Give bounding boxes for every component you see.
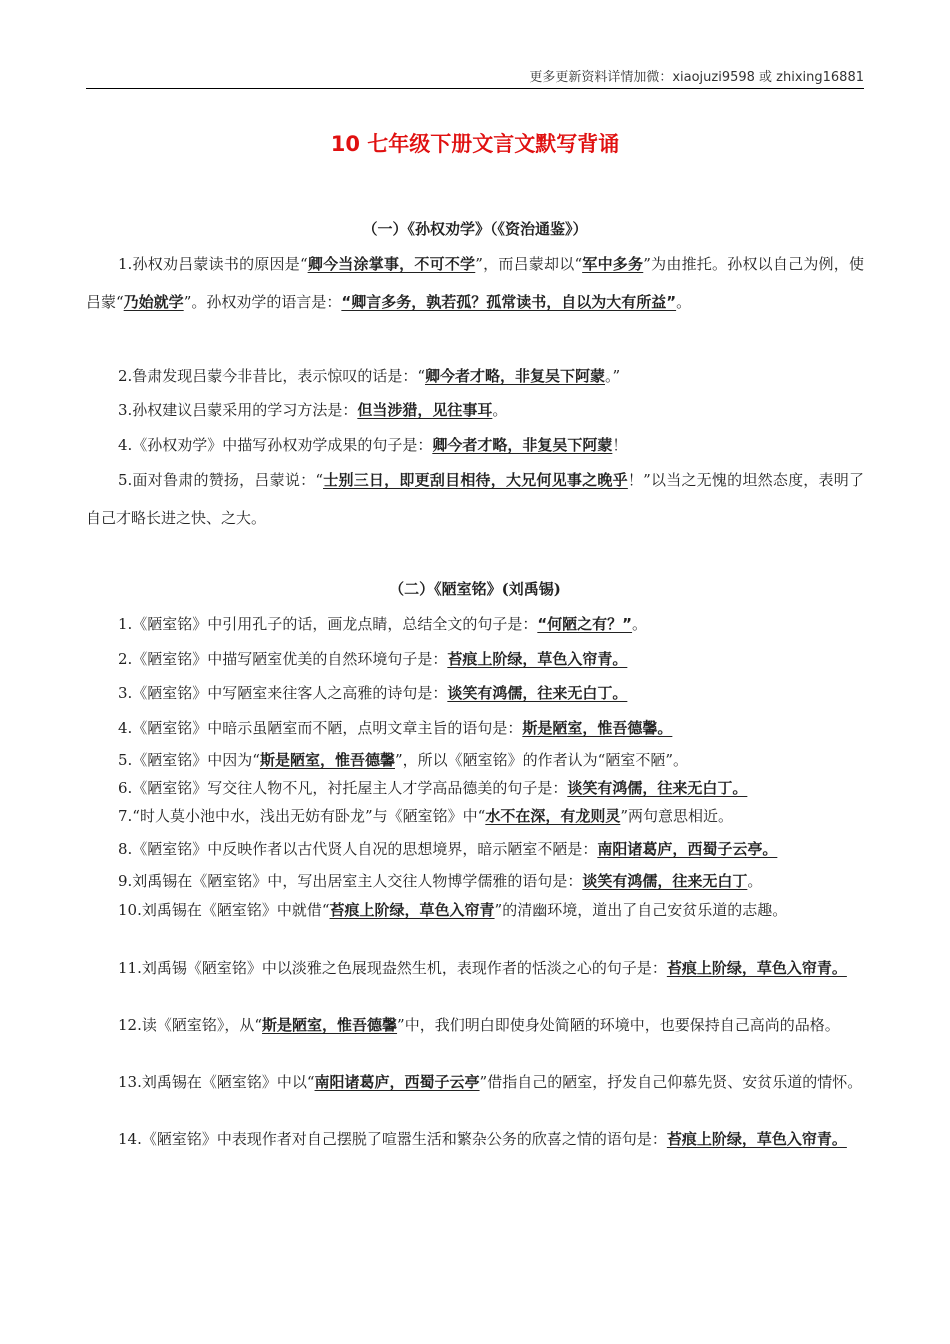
s2-question-7: 7.“时人莫小池中水，浅出无妨有卧龙”与《陋室铭》中“水不在深，有龙则灵”两句意思相近。 (118, 807, 734, 825)
header-note: 更多更新资料详情加微：xiaojuzi9598 或 zhixing16881 (529, 70, 864, 85)
header-divider (86, 88, 864, 89)
answer: 南阳诸葛庐，西蜀子云亭 (314, 1073, 480, 1091)
answer: 斯是陋室，惟吾德馨 (259, 751, 395, 769)
s2-question-2: 2.《陋室铭》中描写陋室优美的自然环境句子是：苔痕上阶绿，草色入帘青。 (118, 650, 628, 668)
answer: 士别三日，即更刮目相待，大兄何见事之晚乎 (323, 471, 628, 489)
section-2-title: （二）《陋室铭》(刘禹锡) (389, 580, 561, 598)
answer: 卿今者才略，非复吴下阿蒙 (424, 367, 605, 385)
answer: 谈笑有鸿儒，往来无白丁。 (447, 684, 628, 702)
answer: 卿今当涂掌事，不可不学 (307, 255, 476, 273)
section-1-title: （一）《孙权劝学》（《资治通鉴》） (362, 220, 588, 238)
answer: 斯是陋室，惟吾德馨。 (522, 719, 673, 737)
answer: “何陋之有？” (537, 615, 633, 633)
answer: 谈笑有鸿儒，往来无白丁。 (567, 779, 748, 797)
s2-question-14: 14.《陋室铭》中表现作者对自己摆脱了喧嚣生活和繁杂公务的欣喜之情的语句是：苔痕上阶绿，草色入帘青。 (118, 1130, 847, 1148)
s2-question-4: 4.《陋室铭》中暗示虽陋室而不陋，点明文章主旨的语句是：斯是陋室，惟吾德馨。 (118, 719, 673, 737)
s2-question-5: 5.《陋室铭》中因为“斯是陋室，惟吾德馨”，所以《陋室铭》的作者认为“陋室不陋”。 (118, 751, 689, 769)
answer: 谈笑有鸿儒，往来无白丁 (582, 872, 748, 890)
s1-question-2: 2.鲁肃发现吕蒙今非昔比，表示惊叹的话是：“卿今者才略，非复吴下阿蒙。” (118, 367, 621, 385)
s1-question-5: 5.面对鲁肃的赞扬，吕蒙说：“士别三日，即更刮目相待，大兄何见事之晚乎！”以当之无愧的坦然态度，表明了自己才略长进之快、之大。 (86, 471, 864, 527)
s1-question-1: 1.孙权劝吕蒙读书的原因是“卿今当涂掌事，不可不学”，而吕蒙却以“军中多务”为由推托。孙权以自己为例，使吕蒙“乃始就学”。孙权劝学的语言是：“卿言多务，孰若孤？孤常读书，自以为大有所益”。 (86, 255, 864, 311)
answer: 军中多务 (582, 255, 644, 273)
page-title: 10 七年级下册文言文默写背诵 (330, 132, 620, 156)
answer: 水不在深，有龙则灵 (485, 807, 621, 825)
s1-question-4: 4.《孙权劝学》中描写孙权劝学成果的句子是：卿今者才略，非复吴下阿蒙！ (118, 436, 628, 454)
answer: 南阳诸葛庐，西蜀子云亭。 (597, 840, 778, 858)
s2-question-11: 11.刘禹锡《陋室铭》中以淡雅之色展现盎然生机，表现作者的恬淡之心的句子是：苔痕上阶绿，草色入帘青。 (118, 959, 847, 977)
s2-question-9: 9.刘禹锡在《陋室铭》中，写出居室主人交往人物博学儒雅的语句是：谈笑有鸿儒，往来无白丁。 (118, 872, 763, 890)
answer: 苔痕上阶绿，草色入帘青。 (447, 650, 628, 668)
s2-question-13: 13.刘禹锡在《陋室铭》中以“南阳诸葛庐，西蜀子云亭”借指自己的陋室，抒发自己仰慕先贤、安贫乐道的情怀。 (118, 1073, 863, 1091)
s2-question-6: 6.《陋室铭》写交往人物不凡，衬托屋主人才学高品德美的句子是：谈笑有鸿儒，往来无白丁。 (118, 779, 748, 797)
answer: 乃始就学 (123, 293, 184, 311)
s2-question-10: 10.刘禹锡在《陋室铭》中就借“苔痕上阶绿，草色入帘青”的清幽环境，道出了自己安贫乐道的志趣。 (118, 901, 788, 919)
s2-question-12: 12.读《陋室铭》，从“斯是陋室，惟吾德馨”中，我们明白即使身处简陋的环境中，也要保持自己高尚的品格。 (118, 1016, 840, 1034)
answer: 苔痕上阶绿，草色入帘青 (329, 901, 495, 919)
answer: 苔痕上阶绿，草色入帘青。 (666, 959, 847, 977)
answer: 斯是陋室，惟吾德馨 (262, 1016, 398, 1034)
answer: “卿言多务，孰若孤？孤常读书，自以为大有所益” (341, 293, 677, 311)
s2-question-3: 3.《陋室铭》中写陋室来往客人之高雅的诗句是：谈笑有鸿儒，往来无白丁。 (118, 684, 628, 702)
s2-question-8: 8.《陋室铭》中反映作者以古代贤人自况的思想境界，暗示陋室不陋是：南阳诸葛庐，西蜀子云亭。 (118, 840, 778, 858)
answer: 苔痕上阶绿，草色入帘青。 (666, 1130, 847, 1148)
s1-question-3: 3.孙权建议吕蒙采用的学习方法是：但当涉猎，见往事耳。 (118, 401, 508, 419)
answer: 但当涉猎，见往事耳 (357, 401, 493, 419)
s2-question-1: 1.《陋室铭》中引用孔子的话，画龙点睛，总结全文的句子是：“何陋之有？”。 (118, 615, 648, 633)
answer: 卿今者才略，非复吴下阿蒙 (432, 436, 613, 454)
